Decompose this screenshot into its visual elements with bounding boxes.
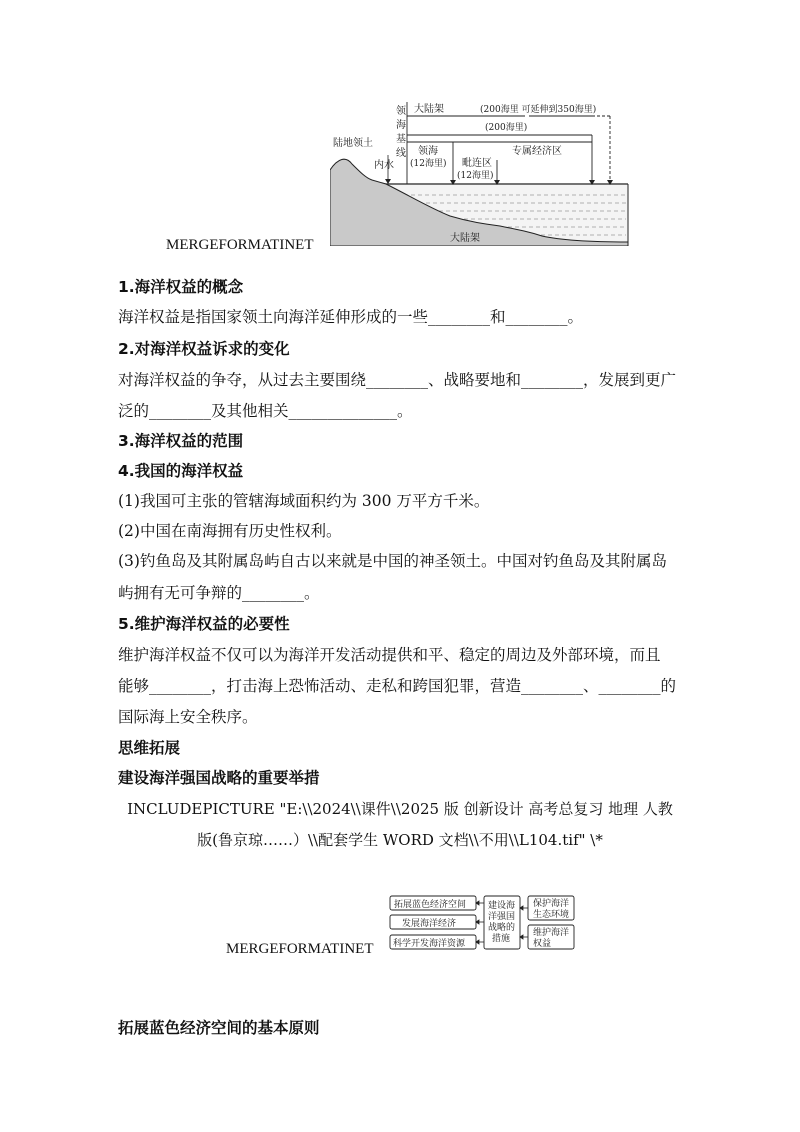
flow-center-box: 建设海洋强国战略的措施 <box>488 901 516 944</box>
contiguous-label: 毗连区 <box>462 158 492 169</box>
inner-water-label: 内水 <box>374 160 394 171</box>
section-2-text-2: 泛的________及其他相关______________。 <box>118 402 413 420</box>
include-picture-field-1: INCLUDEPICTURE "E:\\2024\\课件\\2025 版 创新设计 高考总复习 地理 人教 <box>127 800 673 818</box>
section-4-title: 4.我国的海洋权益 <box>118 462 244 480</box>
section-5-text-3: 国际海上安全秩序。 <box>118 708 258 726</box>
baseline-label: 领海基线 <box>396 106 406 159</box>
contiguous-12-label: (12海里) <box>457 171 494 181</box>
extend-subtitle: 建设海洋强国战略的重要举措 <box>118 769 320 787</box>
section-2-title: 2.对海洋权益诉求的变化 <box>118 340 290 358</box>
shelf-bottom-label: 大陆架 <box>450 233 480 244</box>
section-1-title: 1.海洋权益的概念 <box>118 278 244 296</box>
land-label: 陆地领土 <box>333 138 373 149</box>
flow-left-box-3: 科学开发海洋资源 <box>393 939 466 949</box>
section-5-text-2: 能够________，打击海上恐怖活动、走私和跨国犯罪，营造________、________的 <box>118 677 677 695</box>
section-4-item-2: (2)中国在南海拥有历史性权利。 <box>118 522 342 540</box>
section-4-item-1: (1)我国可主张的管辖海域面积约为 300 万平方千米。 <box>118 492 490 510</box>
section-4-item-3a: (3)钓鱼岛及其附属岛屿自古以来就是中国的神圣领土。中国对钓鱼岛及其附属岛 <box>118 552 667 570</box>
flow-left-box-2: 发展海洋经济 <box>402 919 457 929</box>
flow-right-box-1: 保护海洋生态环境 <box>533 899 570 920</box>
strategy-flowchart <box>388 893 578 955</box>
eez-label: 专属经济区 <box>512 146 562 157</box>
shelf-top-label: 大陆架 <box>414 104 444 115</box>
section-1-text: 海洋权益是指国家领土向海洋延伸形成的一些________和________。 <box>118 308 584 326</box>
extend-title: 思维拓展 <box>118 739 181 757</box>
section-4-item-3b: 屿拥有无可争辩的________。 <box>118 584 320 602</box>
flow-right-box-2: 维护海洋权益 <box>533 928 570 949</box>
shelf-range-label: (200海里 可延伸到350海里) <box>480 105 597 115</box>
eez-200-label: (200海里) <box>485 123 528 133</box>
merge-format-field-2: MERGEFORMATINET <box>226 941 374 957</box>
include-picture-field-2: 版(鲁京琼……）\\配套学生 WORD 文档\\不用\\L104.tif" \* <box>197 831 603 849</box>
merge-format-field-1: MERGEFORMATINET <box>166 237 314 253</box>
territorial-12-label: (12海里) <box>410 159 447 169</box>
section-5-title: 5.维护海洋权益的必要性 <box>118 615 290 633</box>
flow-left-box-1: 拓展蓝色经济空间 <box>394 900 467 910</box>
last-section-title: 拓展蓝色经济空间的基本原则 <box>118 1019 320 1037</box>
section-5-text-1: 维护海洋权益不仅可以为海洋开发活动提供和平、稳定的周边及外部环境，而且 <box>118 646 661 664</box>
territorial-label: 领海 <box>418 146 438 157</box>
maritime-zones-diagram <box>330 100 630 246</box>
section-3-title: 3.海洋权益的范围 <box>118 432 244 450</box>
section-2-text-1: 对海洋权益的争夺，从过去主要围绕________、战略要地和________，发展到更广 <box>118 371 677 389</box>
